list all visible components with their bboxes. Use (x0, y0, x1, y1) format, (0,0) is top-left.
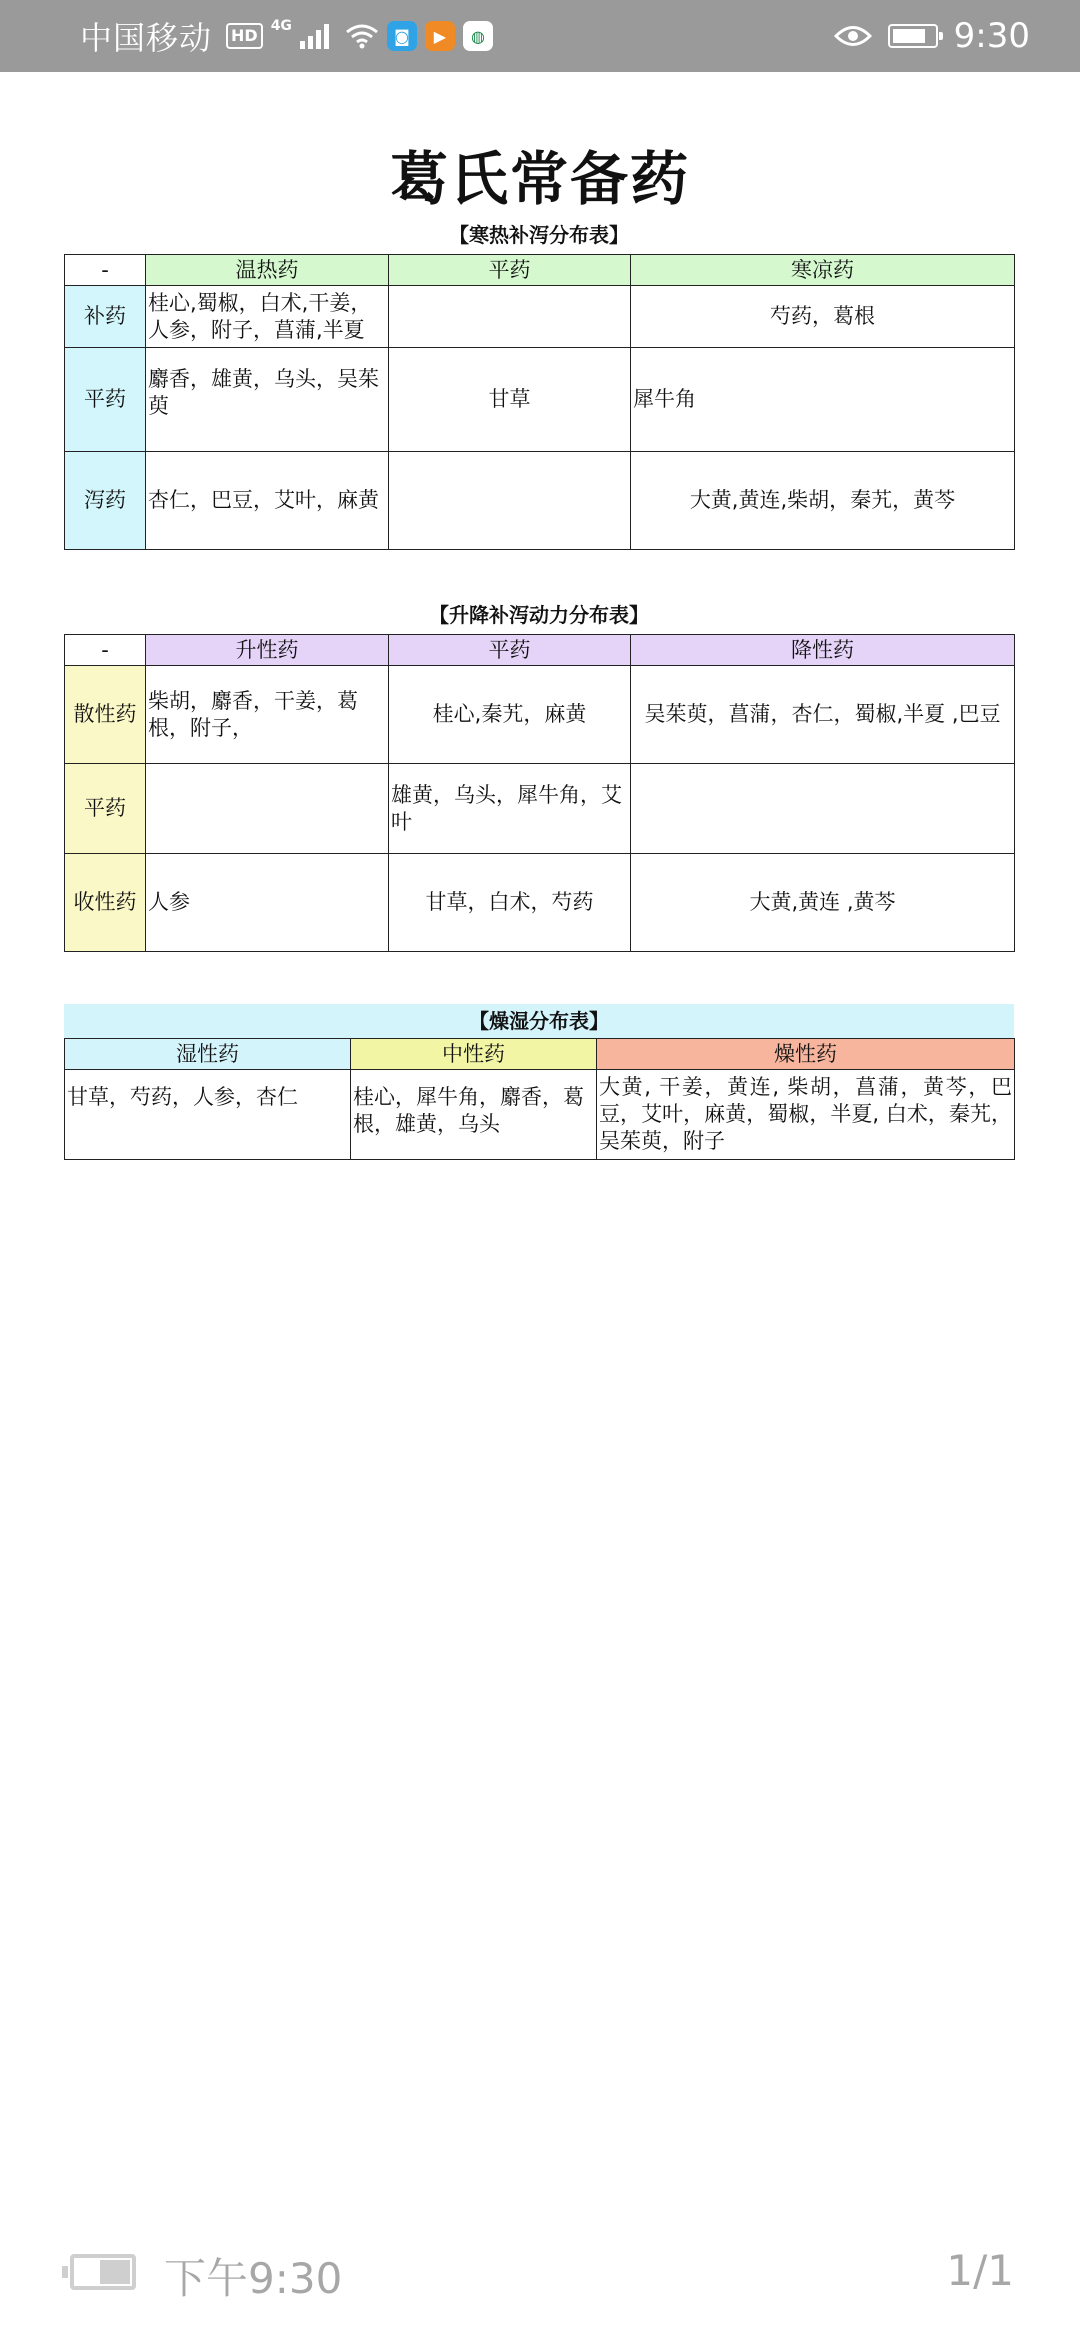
table-cell: 人参 (146, 854, 389, 952)
video-app-icon: ▶ (425, 21, 455, 51)
status-time: 9:30 (953, 16, 1030, 56)
table-cell (389, 286, 631, 348)
table-cell: 杏仁，巴豆，艾叶，麻黄 (146, 452, 389, 550)
table2-row-label: 平药 (65, 764, 146, 854)
hd-icon: HD (226, 23, 263, 49)
table1-caption: 【寒热补泻分布表】 (449, 223, 629, 247)
table2-col-header: 降性药 (631, 635, 1015, 666)
table-cell: 大黄,黄连 ,黄芩 (631, 854, 1015, 952)
table3-col-header: 湿性药 (65, 1039, 351, 1070)
table-row (65, 666, 1015, 764)
bottom-bar (0, 2240, 1080, 2303)
table1-col-header: 温热药 (146, 255, 389, 286)
table-cell: 甘草，白术，芍药 (389, 854, 631, 952)
status-bar (0, 0, 1080, 72)
table3-col-header: 燥性药 (597, 1039, 1015, 1070)
table-cell: 麝香，雄黄，乌头，吴茱萸 (146, 348, 389, 452)
wifi-icon (345, 23, 379, 49)
table-row (65, 286, 1015, 348)
table-cell: 大黄,黄连,柴胡，秦艽，黄芩 (631, 452, 1015, 550)
table1-row-label: 平药 (65, 348, 146, 452)
table3-header-row (65, 1039, 1015, 1070)
table-cell: 雄黄，乌头，犀牛角，艾叶 (389, 764, 631, 854)
carrier-name: 中国移动 (80, 19, 213, 57)
table-row (65, 854, 1015, 952)
table-row (65, 348, 1015, 452)
table-row (65, 1070, 1015, 1160)
table-cell (389, 452, 631, 550)
table3-col-header: 中性药 (351, 1039, 597, 1070)
table3-dry-damp (64, 1038, 1015, 1160)
table1-header-row (65, 255, 1015, 286)
table-cell: 甘草 (389, 348, 631, 452)
table3-caption: 【燥湿分布表】 (64, 1004, 1014, 1038)
network-type: 4G (270, 18, 292, 34)
table-row (65, 764, 1015, 854)
table2-col-header: 平药 (389, 635, 631, 666)
table-cell: 桂心,蜀椒，白术,干姜，人参，附子，菖蒲,半夏 (146, 286, 389, 348)
document-title: 葛氏常备药 (389, 145, 690, 213)
table-cell: 柴胡，麝香，干姜，葛根，附子， (146, 666, 389, 764)
table1-cold-hot-tonify-purge (64, 254, 1015, 550)
bottom-time: 下午9:30 (164, 2254, 343, 2303)
table1-row-label: 泻药 (65, 452, 146, 550)
table-cell: 犀牛角 (631, 348, 1015, 452)
bank-app-icon: ◍ (463, 21, 493, 51)
table-cell: 吴茱萸，菖蒲，杏仁，蜀椒,半夏 ,巴豆 (631, 666, 1015, 764)
table-cell (146, 764, 389, 854)
table2-col-header: 升性药 (146, 635, 389, 666)
table-row (65, 452, 1015, 550)
eye-icon (834, 23, 872, 49)
table1-col-header: 寒凉药 (631, 255, 1015, 286)
table-cell: 大黄, 干姜，黄连, 柴胡，菖蒲，黄芩，巴豆，艾叶，麻黄，蜀椒，半夏, 白术，秦艽，吴茱萸，附子 (597, 1070, 1015, 1160)
app-notification-icon: ◙ (387, 21, 417, 51)
battery-icon (888, 24, 938, 48)
signal-icon (300, 23, 329, 49)
table-cell: 桂心，犀牛角，麝香，葛根，雄黄，乌头 (351, 1070, 597, 1160)
table1-corner: - (65, 255, 146, 286)
table2-row-label: 收性药 (65, 854, 146, 952)
table-cell: 芍药，葛根 (631, 286, 1015, 348)
table-cell (631, 764, 1015, 854)
table2-caption: 【升降补泻动力分布表】 (429, 603, 649, 627)
table-cell: 甘草，芍药，人参，杏仁 (65, 1070, 351, 1160)
table1-col-header: 平药 (389, 255, 631, 286)
table2-header-row (65, 635, 1015, 666)
table2-row-label: 散性药 (65, 666, 146, 764)
table-cell: 桂心,秦艽，麻黄 (389, 666, 631, 764)
table2-corner: - (65, 635, 146, 666)
page-indicator: 1/1 (946, 2246, 1014, 2295)
battery-icon (70, 2254, 136, 2290)
table1-row-label: 补药 (65, 286, 146, 348)
table2-ascend-descend (64, 634, 1015, 952)
